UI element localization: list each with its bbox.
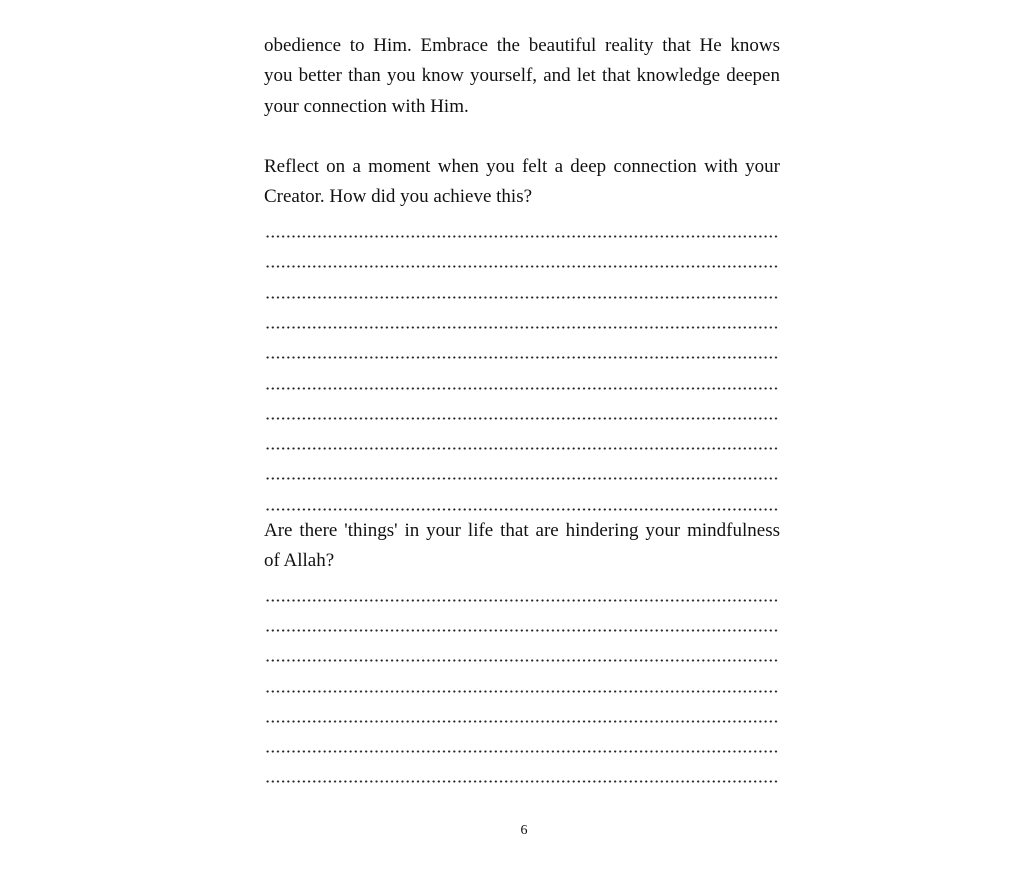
- question-1-line-2: Creator. How did you achieve this?: [264, 186, 533, 208]
- answer-1-dotted-line-7[interactable]: [264, 395, 780, 425]
- answer-area-2[interactable]: [264, 576, 780, 788]
- answer-2-dotted-line-2[interactable]: [264, 607, 780, 637]
- answer-2-dotted-line-3[interactable]: [264, 637, 780, 667]
- answer-1-dotted-line-6[interactable]: [264, 364, 780, 394]
- text-column: [264, 31, 780, 788]
- answer-1-dotted-line-4[interactable]: [264, 304, 780, 334]
- paragraph-spacer: [264, 122, 780, 152]
- page-number: 6: [520, 823, 528, 838]
- answer-1-dotted-line-3[interactable]: [264, 273, 780, 303]
- answer-area-1[interactable]: [264, 213, 780, 516]
- answer-1-dotted-line-5[interactable]: [264, 334, 780, 364]
- answer-1-dotted-line-1[interactable]: [264, 213, 780, 243]
- answer-1-dotted-line-10[interactable]: [264, 485, 780, 515]
- answer-1-dotted-line-2[interactable]: [264, 243, 780, 273]
- answer-2-dotted-line-4[interactable]: [264, 667, 780, 697]
- intro-line-1: obedience to Him. Embrace the beautiful reality that He knows: [264, 35, 780, 56]
- question-2-line-2: of Allah?: [264, 550, 335, 572]
- answer-1-dotted-line-8[interactable]: [264, 425, 780, 455]
- intro-line-3: your connection with Him.: [264, 95, 469, 117]
- answer-1-dotted-line-9[interactable]: [264, 455, 780, 485]
- answer-2-dotted-line-1[interactable]: [264, 576, 780, 606]
- answer-2-dotted-line-7[interactable]: [264, 758, 780, 788]
- question-2-line-1: Are there 'things' in your life that are hindering your mindfulness: [264, 519, 780, 541]
- answer-2-dotted-line-5[interactable]: [264, 698, 780, 728]
- question-1-line-1: Reflect on a moment when you felt a deep connection with your: [264, 156, 780, 178]
- answer-2-dotted-line-6[interactable]: [264, 728, 780, 758]
- intro-line-2: you better than you know yourself, and let that knowledge deepen: [264, 65, 780, 87]
